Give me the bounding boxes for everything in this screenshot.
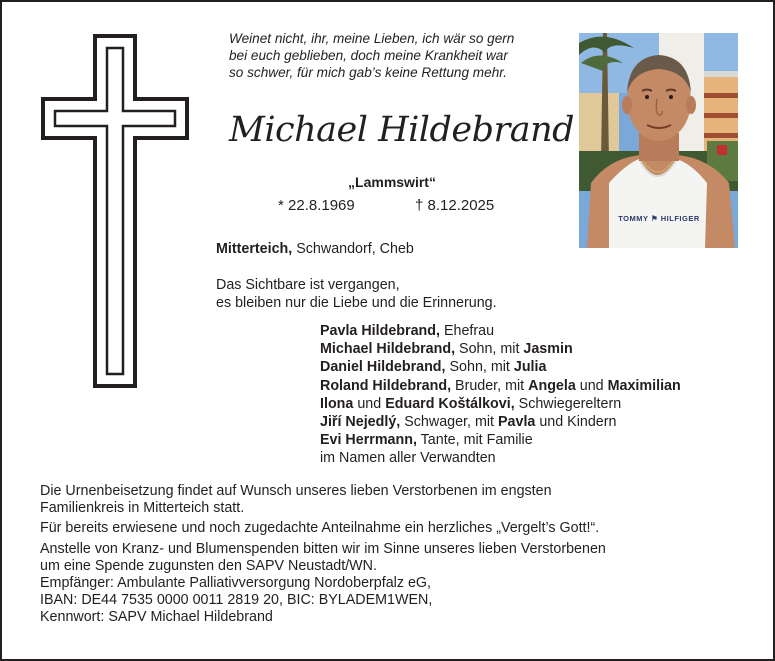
- footer-text: [40, 483, 740, 630]
- shirt-print: TOMMY ⚑ HILFIGER: [618, 214, 700, 223]
- footer-paragraph: [40, 483, 740, 517]
- cross-icon: [39, 32, 191, 390]
- mourner-row: [320, 358, 681, 376]
- mourner-relation: im Namen aller Verwandten: [320, 450, 496, 467]
- footer-line: Empfänger: Ambulante Palliativversorgung Nordoberpfalz eG,: [40, 575, 431, 592]
- mourner-row: [320, 413, 681, 431]
- mourner-name: Ilona: [320, 395, 354, 412]
- mourner-name: Eduard Koštálkovi,: [385, 395, 515, 412]
- quote-line: es bleiben nur die Liebe und die Erinnerung.: [216, 295, 497, 311]
- poem: [229, 30, 569, 81]
- mourner-relation: Schwiegereltern: [514, 395, 622, 412]
- mourner-row: [320, 377, 681, 395]
- mourner-name: Jiří Nejedlý,: [320, 414, 401, 431]
- mourner-relation: Sohn, mit: [455, 341, 524, 358]
- footer-line: Für bereits erwiesene und noch zugedachte Anteilnahme ein herzliches „Vergelt’s Gott!“.: [40, 520, 600, 537]
- places-line: [216, 241, 414, 257]
- mourner-name: Pavla Hildebrand,: [320, 323, 440, 339]
- mourner-relation: und: [575, 377, 608, 394]
- quote: [216, 276, 497, 312]
- mourner-name: Michael Hildebrand,: [320, 341, 456, 358]
- footer-paragraph: [40, 541, 740, 627]
- mourner-row: [320, 340, 681, 358]
- deceased-nickname: „Lammswirt“: [348, 174, 436, 190]
- footer-line: IBAN: DE44 7535 0000 0011 2819 20, BIC: BYLADEM1WEN,: [40, 592, 433, 609]
- mourner-row: [320, 395, 681, 413]
- quote-line: Das Sichtbare ist vergangen,: [216, 277, 400, 293]
- mourners-list: [320, 322, 681, 468]
- mourner-relation: Sohn, mit: [445, 359, 514, 376]
- footer-line: um eine Spende zugunsten den SAPV Neustadt/WN.: [40, 557, 377, 574]
- portrait-photo: [579, 33, 738, 248]
- mourner-name: Daniel Hildebrand,: [320, 359, 446, 376]
- mourner-name: Maximilian: [607, 377, 681, 394]
- death-date: † 8.12.2025: [415, 197, 495, 214]
- mourner-row: [320, 449, 681, 467]
- mourner-name: Julia: [513, 359, 547, 376]
- deceased-name: Michael Hildebrand: [229, 110, 575, 150]
- birth-date: * 22.8.1969: [278, 197, 355, 214]
- mourner-row: [320, 322, 681, 340]
- mourner-name: Pavla: [498, 414, 536, 431]
- footer-line: Familienkreis in Mitterteich statt.: [40, 500, 245, 517]
- place-rest: Schwandorf, Cheb: [292, 241, 414, 257]
- footer-paragraph: [40, 520, 740, 537]
- mourner-row: [320, 431, 681, 449]
- place-main: Mitterteich,: [216, 241, 293, 257]
- mourner-relation: Tante, mit Familie: [416, 432, 533, 449]
- mourner-relation: Bruder, mit: [451, 377, 529, 394]
- mourner-relation: und Kindern: [535, 414, 617, 431]
- footer-line: Kennwort: SAPV Michael Hildebrand: [40, 609, 273, 626]
- footer-line: Anstelle von Kranz- und Blumenspenden bitten wir im Sinne unseres lieben Verstorbenen: [40, 540, 606, 557]
- mourner-name: Jasmin: [523, 341, 573, 358]
- footer-line: Die Urnenbeisetzung findet auf Wunsch unseres lieben Verstorbenen im engsten: [40, 483, 552, 499]
- mourner-relation: und: [353, 395, 386, 412]
- mourner-name: Roland Hildebrand,: [320, 377, 452, 394]
- mourner-relation: Schwager, mit: [400, 414, 498, 431]
- mourner-name: Evi Herrmann,: [320, 432, 417, 449]
- poem-line: Weinet nicht, ihr, meine Lieben, ich wär so gern: [229, 31, 515, 46]
- poem-line: so schwer, für mich gab’s keine Rettung mehr.: [229, 65, 508, 80]
- mourner-name: Angela: [528, 377, 576, 394]
- poem-line: bei euch geblieben, doch meine Krankheit war: [229, 48, 508, 63]
- mourner-relation: Ehefrau: [439, 323, 495, 339]
